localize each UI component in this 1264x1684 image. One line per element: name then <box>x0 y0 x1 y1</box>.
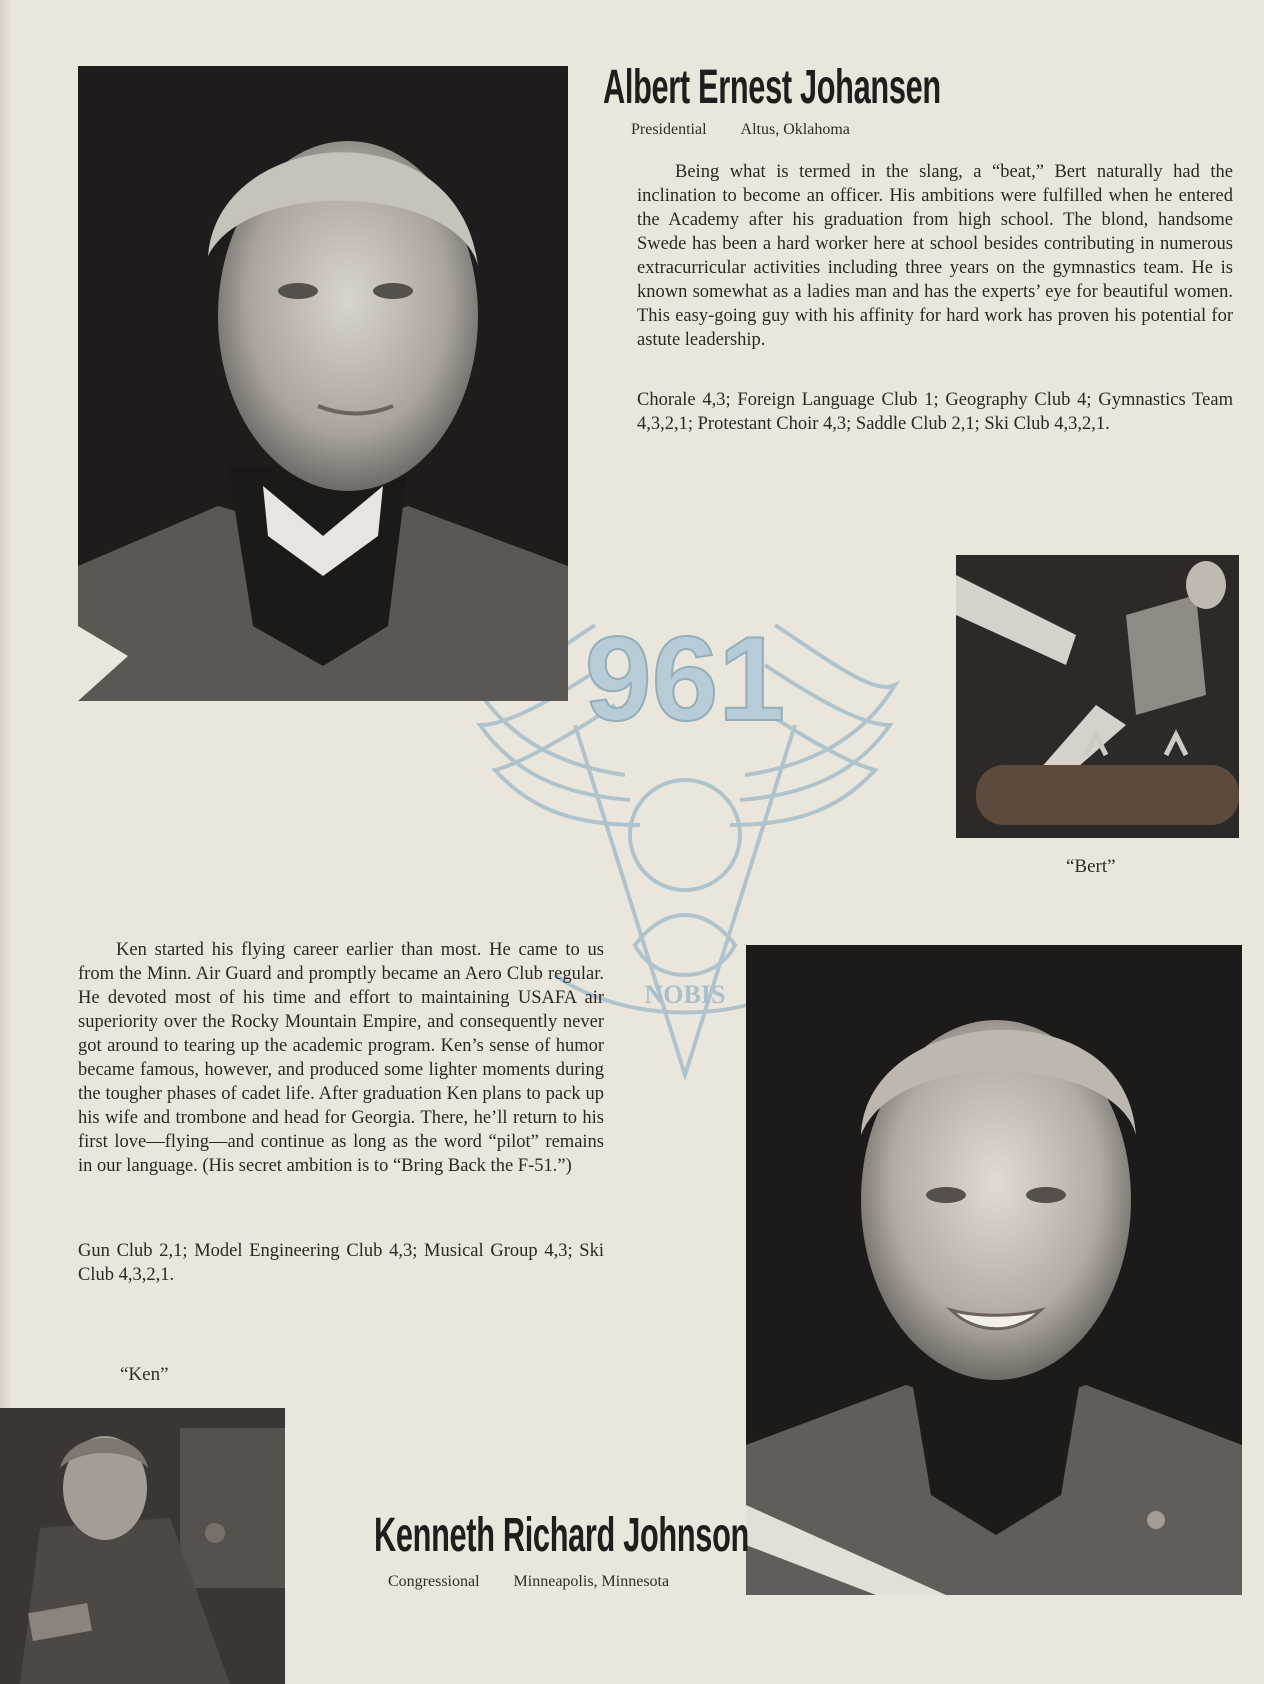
entry1-appointment: Presidential <box>631 121 707 138</box>
photo-bert-gymnastics <box>956 555 1239 838</box>
entry2-activities: Gun Club 2,1; Model Engineering Club 4,3; Musical Group 4,3; Ski Club 4,3,2,1. <box>78 1241 604 1285</box>
entry2-meta <box>388 1573 669 1591</box>
crest-year: 961 <box>584 612 786 746</box>
entry1-nickname: “Bert” <box>1066 856 1116 877</box>
entry2-bio: Ken started his flying career earlier than most. He came to us from the Minn. Air Guard and promptly became an Aero Club regular. He devoted most of his time and effort to maintaining USAFA air superiority over the Rocky Mountain Empire, and consequently never got around to tearing up the academic program. Ken’s sense of humor became famous, however, and produced some lighter moments during the tougher phases of cadet life. After graduation Ken plans to pack up his wife and trombone and head for Georgia. There, he’ll return to his first love—flying—and continue as long as the word “pilot” remains in our language. (His secret ambition is to “Bring Back the F-51.”) <box>78 940 604 1176</box>
entry1-activities: Chorale 4,3; Foreign Language Club 1; Geography Club 4; Gymnastics Team 4,3,2,1; Protestant Choir 4,3; Saddle Club 2,1; Ski Club 4,3,2,1. <box>637 390 1233 434</box>
portrait-albert-johansen <box>78 66 568 701</box>
portrait-kenneth-johnson <box>746 945 1242 1595</box>
entry1-name: Albert Ernest Johansen <box>603 61 941 114</box>
entry1-bio: Being what is termed in the slang, a “beat,” Bert naturally had the inclination to become an officer. His ambitions were fulfilled when he entered the Academy after his graduation from high school. The blond, handsome Swede has been a hard worker here at school besides contributing in numerous extracurricular activities including three years on the gymnastics team. He is known somewhat as a ladies man and has the experts’ eye for beautiful women. This easy-going guy with his affinity for hard work has proven his potential for astute leadership. <box>637 162 1233 350</box>
entry2-name: Kenneth Richard Johnson <box>374 1509 749 1562</box>
photo-ken-candid <box>0 1408 285 1684</box>
entry1-meta <box>631 121 850 139</box>
crest-motto: NOBIS <box>644 980 726 1009</box>
entry2-hometown: Minneapolis, Minnesota <box>513 1573 670 1590</box>
entry2-appointment: Congressional <box>388 1573 480 1590</box>
entry2-nickname: “Ken” <box>120 1364 169 1385</box>
entry1-hometown: Altus, Oklahoma <box>740 121 850 138</box>
